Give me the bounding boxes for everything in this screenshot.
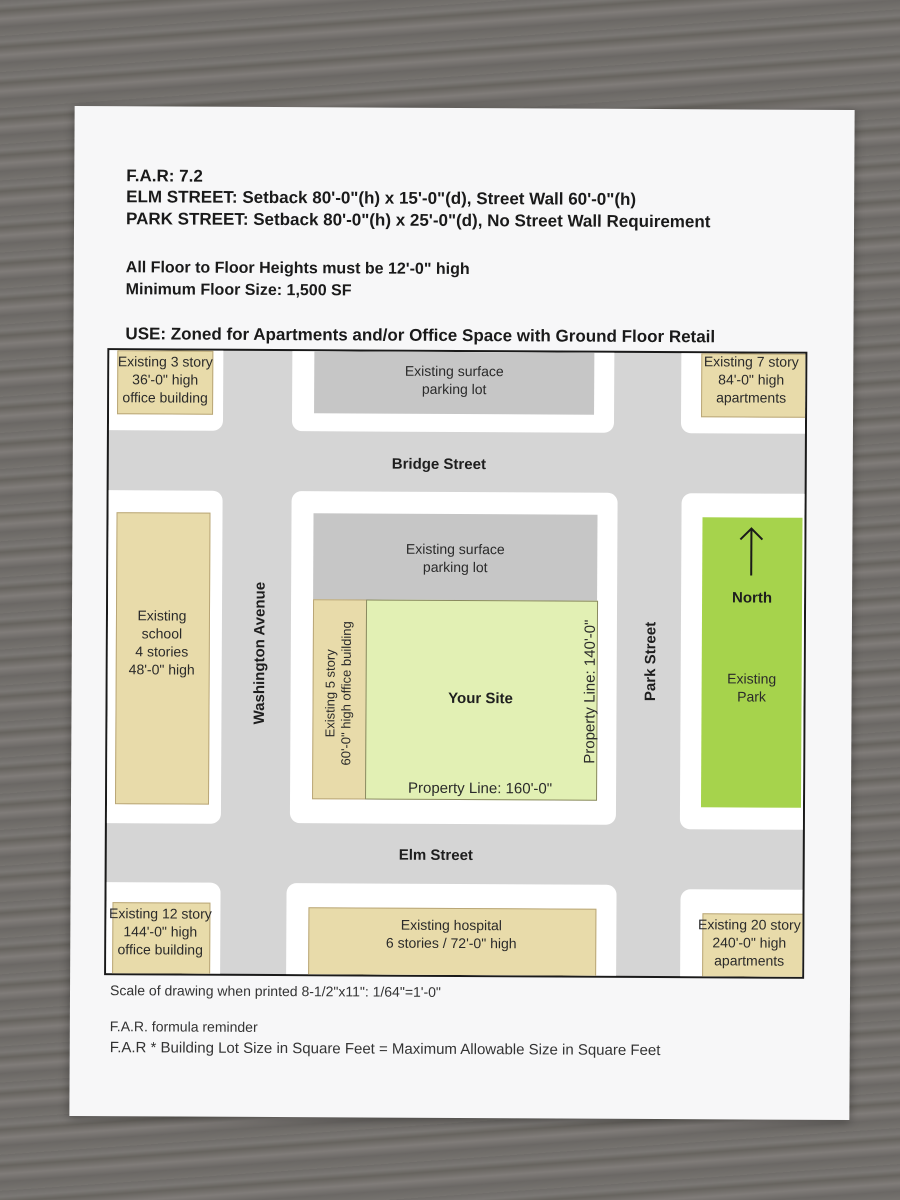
nw-office-label-line3: office building	[122, 389, 208, 406]
center-parking-label-line2: parking lot	[422, 558, 488, 576]
bridge-street-label: Bridge Street	[391, 455, 487, 474]
school-label-line4: 48'-0" high	[128, 661, 195, 678]
nw-office-label-line2: 36'-0" high	[132, 371, 199, 388]
nw-office-label	[111, 352, 219, 407]
far-line: F.A.R: 7.2	[126, 166, 203, 186]
sw-office-label	[104, 904, 218, 959]
elm-street-label: Elm Street	[398, 846, 473, 865]
north-parking-label-line1: Existing surface	[404, 362, 504, 380]
elm-street-setback: ELM STREET: Setback 80'-0"(h) x 15'-0"(d), Street Wall 60'-0"(h)	[126, 187, 637, 209]
center-parking-label	[313, 539, 597, 576]
se-apartments-label-line2: 240'-0" high	[712, 934, 787, 951]
sw-office-label-line2: 144'-0" high	[123, 923, 198, 940]
park-street-label: Park Street	[642, 621, 660, 702]
school-label-line1: Existing	[137, 607, 187, 624]
sw-office-label-line3: office building	[117, 941, 203, 958]
north-parking-label	[314, 361, 594, 398]
floor-height-rule: All Floor to Floor Heights must be 12'-0" high	[125, 259, 470, 279]
washington-avenue-label: Washington Avenue	[250, 581, 269, 725]
north-label: North	[732, 589, 773, 607]
ne-apartments-label-line3: apartments	[716, 389, 787, 406]
park-label-line2: Park	[737, 688, 766, 705]
your-site-label: Your Site	[448, 689, 513, 708]
office-5-label-line2: 60'-0" high office building	[338, 621, 354, 766]
far-reminder-title: F.A.R. formula reminder	[109, 1018, 258, 1035]
paper-sheet	[69, 106, 854, 1120]
park-label	[702, 669, 802, 706]
se-apartments-label	[688, 915, 807, 970]
school-label	[116, 606, 208, 678]
scale-note: Scale of drawing when printed 8-1/2"x11": 1/64"=1'-0"	[109, 982, 441, 1000]
min-floor-size: Minimum Floor Size: 1,500 SF	[125, 281, 352, 300]
school-label-line2: school	[141, 625, 183, 642]
nw-office-label-line1: Existing 3 story	[117, 353, 213, 370]
office-5-story-label	[322, 595, 355, 791]
site-map	[104, 348, 807, 979]
hospital-label-line2: 6 stories / 72'-0" high	[385, 934, 517, 952]
park-street-setback: PARK STREET: Setback 80'-0"(h) x 25'-0"(d), No Street Wall Requirement	[126, 209, 711, 232]
hospital-label-line1: Existing hospital	[400, 916, 502, 934]
sw-office-label-line1: Existing 12 story	[109, 905, 212, 922]
north-parking-label-line2: parking lot	[421, 380, 487, 398]
se-apartments-label-line3: apartments	[714, 952, 785, 969]
se-apartments-label-line1: Existing 20 story	[697, 916, 801, 933]
far-formula: F.A.R * Building Lot Size in Square Feet = Maximum Allowable Size in Square Feet	[109, 1039, 661, 1060]
ne-apartments-label-line1: Existing 7 story	[703, 353, 799, 370]
property-line-horizontal: Property Line: 160'-0"	[407, 779, 553, 798]
north-arrow-icon	[738, 525, 764, 577]
hospital-label	[308, 915, 594, 952]
ne-apartments-label	[693, 352, 807, 407]
center-parking-label-line1: Existing surface	[405, 540, 505, 558]
office-5-label-line1: Existing 5 story	[322, 649, 338, 738]
property-line-vertical: Property Line: 140'-0"	[581, 619, 599, 764]
use-zoning: USE: Zoned for Apartments and/or Office Space with Ground Floor Retail	[125, 324, 716, 347]
ne-apartments-label-line2: 84'-0" high	[718, 371, 785, 388]
school-label-line3: 4 stories	[135, 643, 189, 660]
park-label-line1: Existing	[727, 670, 777, 687]
